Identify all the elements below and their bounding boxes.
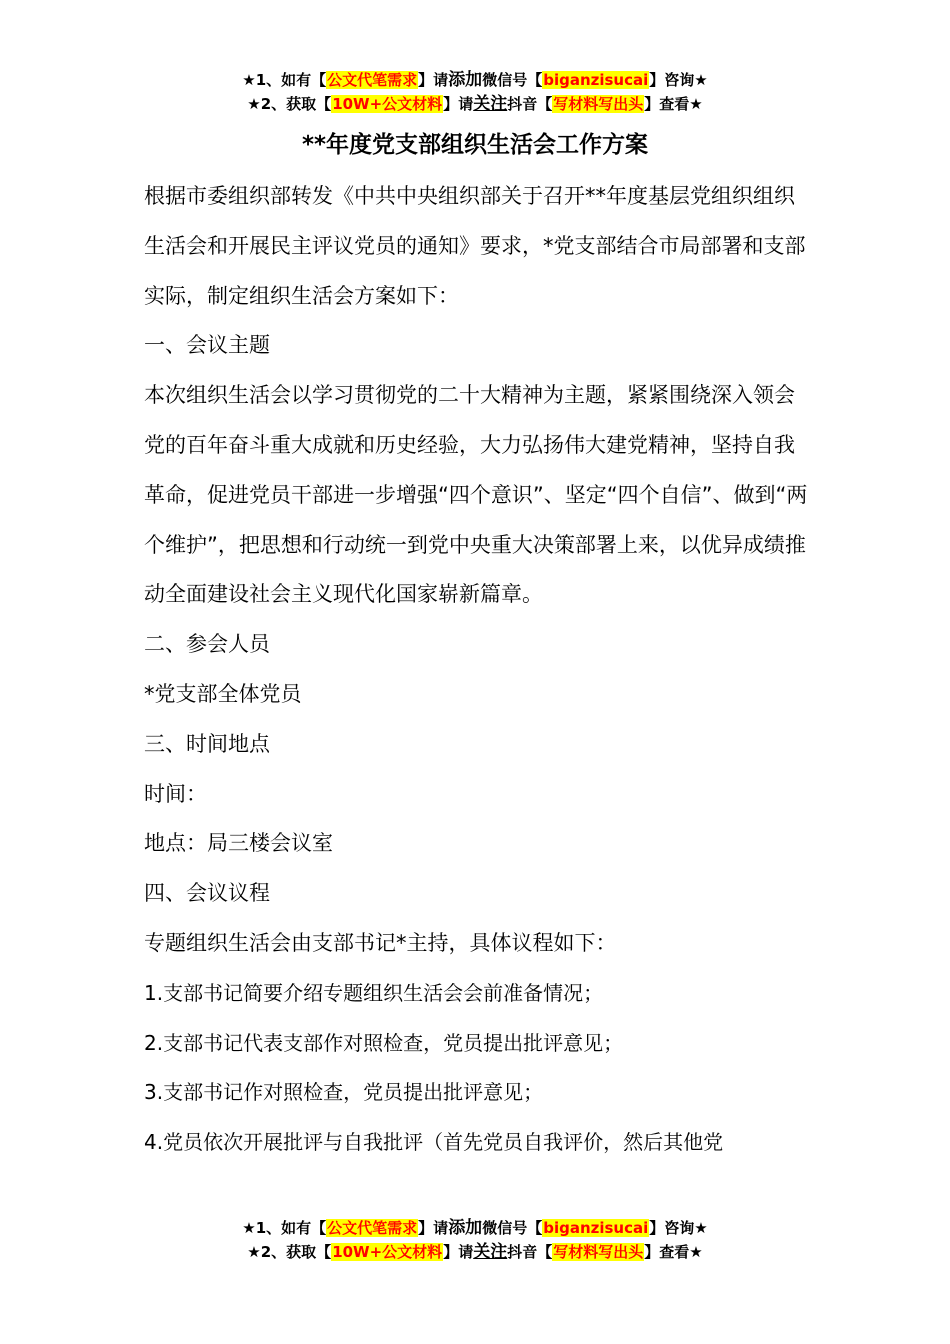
promo-highlight: biganzisucai <box>543 1219 649 1237</box>
promo-emphasis: 添加 <box>448 70 483 90</box>
promo-highlight: 写材料写出头 <box>553 1243 644 1261</box>
section-heading-theme: 一、会议主题 <box>144 333 270 358</box>
document-title: **年度党支部组织生活会工作方案 <box>301 132 649 158</box>
promo-text: ★1、如有【 <box>242 71 327 89</box>
section-heading-agenda: 四、会议议程 <box>144 881 270 906</box>
promo-text: 抖音【 <box>507 95 553 113</box>
promo-text: 】请 <box>443 95 474 113</box>
agenda-item: 3.支部书记作对照检查，党员提出批评意见； <box>144 1080 544 1105</box>
promo-highlight: 10W+公文材料 <box>332 1243 443 1261</box>
promo-text: 】咨询★ <box>649 71 708 89</box>
agenda-item: 2.支部书记代表支部作对照检查，党员提出批评意见； <box>144 1030 624 1055</box>
promo-highlight: 写材料写出头 <box>553 95 644 113</box>
section-heading-attendees: 二、参会人员 <box>144 632 270 657</box>
attendees-paragraph: *党支部全体党员 <box>144 681 302 706</box>
promo-line-1 <box>0 68 950 92</box>
agenda-item: 1.支部书记简要介绍专题组织生活会会前准备情况； <box>144 980 604 1005</box>
promo-text: 】咨询★ <box>649 1219 708 1237</box>
theme-paragraph: 本次组织生活会以学习贯彻党的二十大精神为主题，紧紧围绕深入领会党的百年奋斗重大成就和历史经验，大力弘扬伟大建党精神，坚持自我革命，促进党员干部进一步增强“四个意识”、坚定“四个自信”、做到“两个维护”，把思想和行动统一到党中央重大决策部署上来，以优异成绩推动全面建设社会主义现代化国家崭新篇章。 <box>144 383 808 607</box>
promo-line-1 <box>0 1216 950 1240</box>
promo-text: ★2、获取【 <box>247 1243 332 1261</box>
bottom-promo-banner <box>0 1216 950 1264</box>
promo-line-2 <box>0 92 950 116</box>
promo-text: 】查看★ <box>644 95 703 113</box>
document-body <box>144 172 808 1168</box>
promo-text: 】请 <box>443 1243 474 1261</box>
promo-highlight: biganzisucai <box>543 71 649 89</box>
promo-emphasis: 关注 <box>473 1242 508 1262</box>
intro-paragraph: 根据市委组织部转发《中共中央组织部关于召开**年度基层党组织组织生活会和开展民主评议党员的通知》要求，*党支部结合市局部署和支部实际，制定组织生活会方案如下： <box>144 184 806 308</box>
time-line: 时间： <box>144 781 207 806</box>
agenda-item: 4.党员依次开展批评与自我批评（首先党员自我评价，然后其他党 <box>144 1130 724 1155</box>
promo-highlight: 公文代笔需求 <box>327 71 418 89</box>
promo-text: 】查看★ <box>644 1243 703 1261</box>
promo-text: ★1、如有【 <box>242 1219 327 1237</box>
promo-highlight: 公文代笔需求 <box>327 1219 418 1237</box>
promo-text: 】请 <box>418 71 449 89</box>
promo-text: ★2、获取【 <box>247 95 332 113</box>
promo-emphasis: 关注 <box>473 94 508 114</box>
promo-text: 抖音【 <box>507 1243 553 1261</box>
promo-line-2 <box>0 1240 950 1264</box>
section-heading-time-place: 三、时间地点 <box>144 731 270 756</box>
promo-text: 微信号【 <box>482 1219 543 1237</box>
top-promo-banner <box>0 68 950 116</box>
promo-text: 】请 <box>418 1219 449 1237</box>
promo-text: 微信号【 <box>482 71 543 89</box>
agenda-intro: 专题组织生活会由支部书记*主持，具体议程如下： <box>144 930 617 955</box>
place-line: 地点：局三楼会议室 <box>144 831 333 856</box>
promo-emphasis: 添加 <box>448 1218 483 1238</box>
promo-highlight: 10W+公文材料 <box>332 95 443 113</box>
